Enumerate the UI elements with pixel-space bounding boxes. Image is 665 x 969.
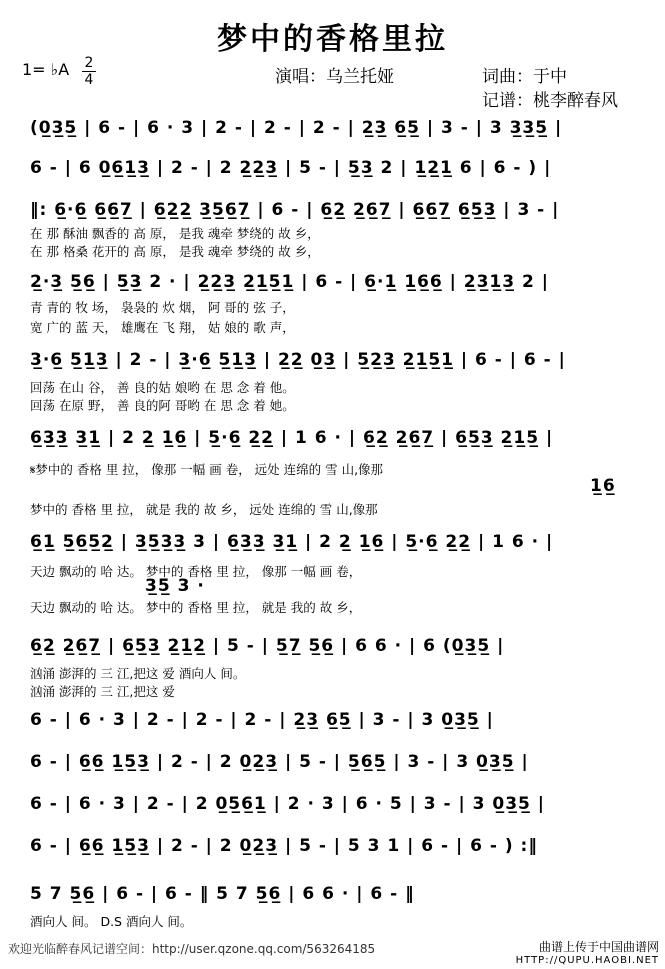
notation-row: ‖: 6̲·6̲ 6̲6̲7̲ | 6̲2̲2̲ 3̲5̲6̲7̲ | 6 - | 6̲2̲ 2̲6̲7̲ | 6̲6̲7̲ 6̲5̲3̲ | 3 - | bbox=[30, 200, 560, 220]
lyric-verse-1: 汹涌 澎湃的 三 江,把这 爱 酒向人 间。 bbox=[30, 666, 246, 681]
composer-credit: 词曲：于中 bbox=[482, 67, 567, 87]
notation-row: 6 - | 6̲6̲ 1̲5̲3̲ | 2 - | 2 0̲2̲3̲ | 5 - | 5 3 1 | 6 - | 6 - ) :‖ bbox=[30, 836, 538, 856]
notation-row: (0̲3̲5̲ | 6 - | 6 · 3 | 2 - | 2 - | 2 - | 2̲3̲ 6̲5̲ | 3 - | 3 3̲3̲5̲ | bbox=[30, 118, 563, 138]
lyric-ending: 酒向人 间。 D.S 酒向人 间。 bbox=[30, 914, 193, 929]
singer-credit: 演唱：乌兰托娅 bbox=[275, 67, 394, 87]
notation-row: 6 - | 6 · 3 | 2 - | 2 0̲5̲6̲1̲ | 2 · 3 | 6 · 5 | 3 - | 3 0̲3̲5̲ | bbox=[30, 794, 546, 814]
transcriber-credit: 记谱：桃李醉春风 bbox=[482, 91, 618, 111]
lyric-verse-2: 天边 飘动的 哈 达。 梦中的 香格 里 拉， 就是 我的 故 乡， bbox=[30, 600, 362, 615]
time-top: 2 bbox=[84, 55, 94, 71]
lyric-chorus-2: 梦中的 香格 里 拉， 就是 我的 故 乡， 远处 连绵的 雪 山,像那 bbox=[30, 502, 378, 517]
notation-row: 2̲·3̲ 5̲6̲ | 5̲3̲ 2 · | 2̲2̲3̲ 2̲1̲5̲1̲ | 6 - | 6̲·1̲ 1̲6̲6̲ | 2̲3̲1̲3̲ 2 | bbox=[30, 272, 549, 292]
lyric-verse-1: 回荡 在山 谷， 善 良的姑 娘哟 在 思 念 着 他。 bbox=[30, 380, 295, 395]
notation-variant: 3̲5̲ 3 · bbox=[145, 576, 205, 596]
lyric-chorus-1: 𝄋梦中的 香格 里 拉， 像那 一幅 画 卷， 远处 连绵的 雪 山,像那 bbox=[30, 462, 384, 477]
lyric-verse-1: 青 青的 牧 场， 袅袅的 炊 烟， 阿 哥的 弦 子， bbox=[30, 300, 295, 315]
footer-credit: 欢迎光临醉春风记谱空间：http://user.qzone.qq.com/563264185 bbox=[8, 942, 376, 956]
notation-row: 6 - | 6 · 3 | 2 - | 2 - | 2 - | 2̲3̲ 6̲5̲ | 3 - | 3 0̲3̲5̲ | bbox=[30, 710, 494, 730]
watermark-line-1: 曲谱上传于中国曲谱网 bbox=[538, 940, 659, 954]
key-signature: 1= ♭A bbox=[22, 60, 70, 79]
song-title: 梦中的香格里拉 bbox=[217, 22, 448, 57]
lyric-verse-2: 汹涌 澎湃的 三 江,把这 爱 bbox=[30, 684, 175, 699]
notation-row: 5 7 5̲6̲ | 6 - | 6 - ‖ 5 7 5̲6̲ | 6 6 · | 6 - ‖ bbox=[30, 884, 415, 904]
watermark bbox=[516, 940, 659, 968]
lyric-verse-1: 在 那 酥油 飘香的 高 原， 是我 魂牵 梦绕的 故 乡， bbox=[30, 226, 320, 241]
watermark-line-2: HTTP://QUPU.HAOBI.NET bbox=[515, 955, 659, 966]
notation-row: 6̲3̲3̲ 3̲1̲ | 2 2̲ 1̲6̲ | 5̲·6̲ 2̲2̲ | 1 6 · | 6̲2̲ 2̲6̲7̲ | 6̲5̲3̲ 2̲1̲5̲ | bbox=[30, 428, 554, 448]
lyric-verse-1: 天边 飘动的 哈 达。 梦中的 香格 里 拉， 像那 一幅 画 卷， bbox=[30, 564, 362, 579]
lyric-verse-2: 在 那 格桑 花开的 高 原， 是我 魂牵 梦绕的 故 乡， bbox=[30, 244, 320, 259]
notation-row: 6̲2̲ 2̲6̲7̲ | 6̲5̲3̲ 2̲1̲2̲ | 5 - | 5̲7̲ 5̲6̲ | 6 6 · | 6 (0̲3̲5̲ | bbox=[30, 636, 505, 656]
notation-row: 6̲1̲ 5̲6̲5̲2̲ | 3̲5̲3̲3̲ 3 | 6̲3̲3̲ 3̲1̲ | 2 2̲ 1̲6̲ | 5̲·6̲ 2̲2̲ | 1 6 · | bbox=[30, 532, 554, 552]
notation-row: 6 - | 6̲6̲ 1̲5̲3̲ | 2 - | 2 0̲2̲3̲ | 5 - | 5̲6̲5̲ | 3 - | 3 0̲3̲5̲ | bbox=[30, 752, 529, 772]
notation-row: 3̲·6̲ 5̲1̲3̲ | 2 - | 3̲·6̲ 5̲1̲3̲ | 2̲2̲ 0̲3̲ | 5̲2̲3̲ 2̲1̲5̲1̲ | 6 - | 6 - | bbox=[30, 350, 566, 370]
notation-variant: 1̲6̲ bbox=[590, 476, 616, 496]
time-signature bbox=[82, 56, 96, 87]
notation-row: 6 - | 6 0̲6̲1̲3̲ | 2 - | 2 2̲2̲3̲ | 5 - | 5̲3̲ 2 | 1̲2̲1̲ 6 | 6 - ) | bbox=[30, 158, 552, 178]
lyric-verse-2: 回荡 在原 野， 善 良的阿 哥哟 在 思 念 着 她。 bbox=[30, 398, 295, 413]
lyric-verse-2: 宽 广的 蓝 天， 雄鹰在 飞 翔， 姑 娘的 歌 声， bbox=[30, 320, 295, 335]
time-bottom: 4 bbox=[84, 72, 94, 88]
